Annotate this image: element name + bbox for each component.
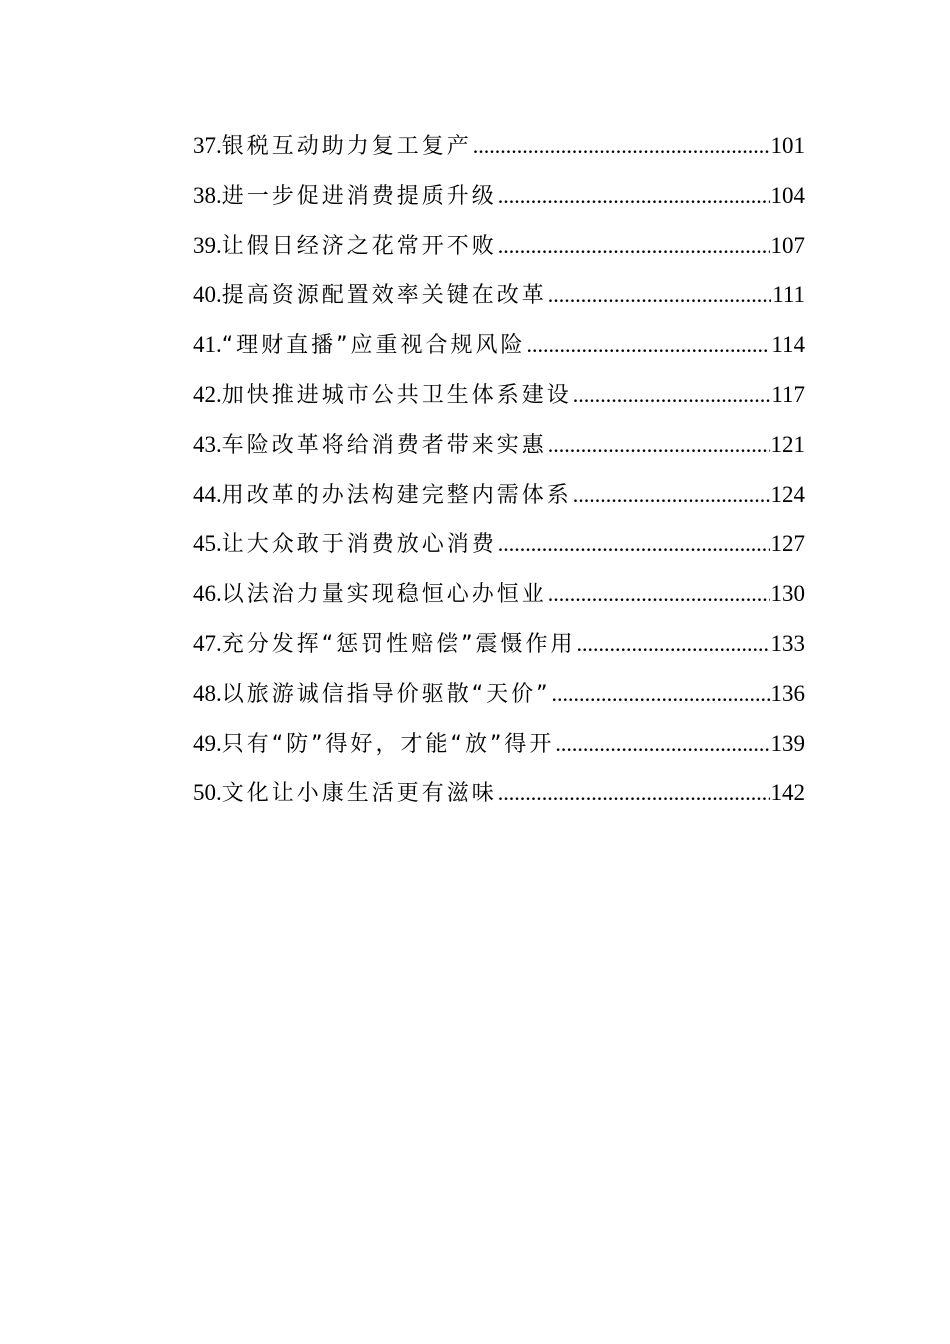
- toc-entry-page: 107: [770, 232, 805, 258]
- toc-entry-page: 142: [770, 780, 805, 806]
- toc-entry-number: 48.: [193, 680, 222, 706]
- toc-entry[interactable]: [193, 773, 805, 823]
- table-of-contents: [193, 126, 805, 823]
- toc-entry-page: 101: [770, 133, 805, 158]
- toc-entry-title: 以法治力量实现稳恒心办恒业: [221, 582, 547, 608]
- toc-entry-number: 44.: [193, 481, 222, 507]
- toc-entry-page: 133: [770, 630, 805, 656]
- toc-entry-number: 43.: [193, 431, 222, 457]
- toc-entry-page: 130: [770, 581, 805, 607]
- toc-entry[interactable]: [193, 724, 805, 774]
- toc-dot-leader: [548, 425, 770, 465]
- toc-entry-title: 以旅游诚信指导价驱散“天价”: [221, 681, 551, 707]
- toc-entry-title: “理财直播”应重视合规风险: [221, 333, 526, 359]
- toc-dot-leader: [548, 574, 770, 614]
- toc-entry-number: 39.: [193, 232, 222, 258]
- toc-entry-title: 进一步促进消费提质升级: [221, 183, 497, 209]
- toc-entry-number: 40.: [193, 282, 222, 308]
- toc-entry-title: 用改革的办法构建完整内需体系: [221, 482, 572, 508]
- toc-entry-number: 41.: [193, 332, 222, 358]
- toc-entry-page: 117: [771, 381, 805, 407]
- toc-dot-leader: [552, 674, 770, 714]
- toc-entry[interactable]: [193, 325, 805, 375]
- toc-dot-leader: [548, 275, 771, 315]
- toc-dot-leader: [527, 325, 771, 365]
- toc-entry[interactable]: [193, 624, 805, 674]
- toc-dot-leader: [498, 524, 770, 564]
- toc-dot-leader: [473, 126, 770, 166]
- toc-entry-number: 45.: [193, 531, 222, 557]
- toc-entry-page: 136: [770, 680, 805, 706]
- toc-entry[interactable]: [193, 425, 805, 475]
- toc-entry-title: 银税互动助力复工复产: [221, 134, 472, 159]
- toc-entry-title: 车险改革将给消费者带来实惠: [221, 432, 547, 458]
- toc-entry-title: 文化让小康生活更有滋味: [221, 781, 497, 807]
- toc-entry-page: 111: [772, 282, 805, 308]
- toc-entry[interactable]: [193, 375, 805, 425]
- toc-dot-leader: [555, 724, 769, 764]
- toc-entry-page: 114: [771, 332, 805, 358]
- toc-dot-leader: [498, 773, 770, 813]
- toc-dot-leader: [498, 226, 770, 266]
- toc-entry[interactable]: [193, 126, 805, 176]
- toc-entry[interactable]: [193, 674, 805, 724]
- toc-dot-leader: [573, 375, 771, 415]
- toc-entry-number: 38.: [193, 182, 222, 208]
- toc-entry-number: 46.: [193, 581, 222, 607]
- toc-entry[interactable]: [193, 275, 805, 325]
- toc-entry-title: 让假日经济之花常开不败: [221, 233, 497, 259]
- toc-dot-leader: [577, 624, 770, 664]
- toc-dot-leader: [573, 475, 770, 515]
- toc-entry-page: 127: [770, 531, 805, 557]
- toc-entry-title: 提高资源配置效率关键在改革: [221, 283, 547, 309]
- toc-entry[interactable]: [193, 475, 805, 525]
- toc-entry-page: 139: [770, 730, 805, 756]
- toc-entry-page: 124: [770, 481, 805, 507]
- toc-entry-page: 104: [770, 182, 805, 208]
- toc-entry-number: 50.: [193, 780, 222, 806]
- toc-entry[interactable]: [193, 524, 805, 574]
- toc-entry-page: 121: [770, 431, 805, 457]
- toc-entry[interactable]: [193, 226, 805, 276]
- toc-entry-number: 49.: [193, 730, 222, 756]
- toc-entry-number: 37.: [193, 133, 222, 158]
- toc-entry-title: 只有“防”得好，才能“放”得开: [221, 731, 555, 757]
- toc-entry[interactable]: [193, 574, 805, 624]
- toc-entry-title: 加快推进城市公共卫生体系建设: [221, 382, 572, 408]
- toc-entry[interactable]: [193, 176, 805, 226]
- toc-entry-number: 47.: [193, 630, 222, 656]
- toc-dot-leader: [498, 176, 770, 216]
- toc-entry-title: 让大众敢于消费放心消费: [221, 532, 497, 558]
- toc-entry-number: 42.: [193, 381, 222, 407]
- toc-entry-title: 充分发挥“惩罚性赔偿”震慑作用: [221, 631, 576, 657]
